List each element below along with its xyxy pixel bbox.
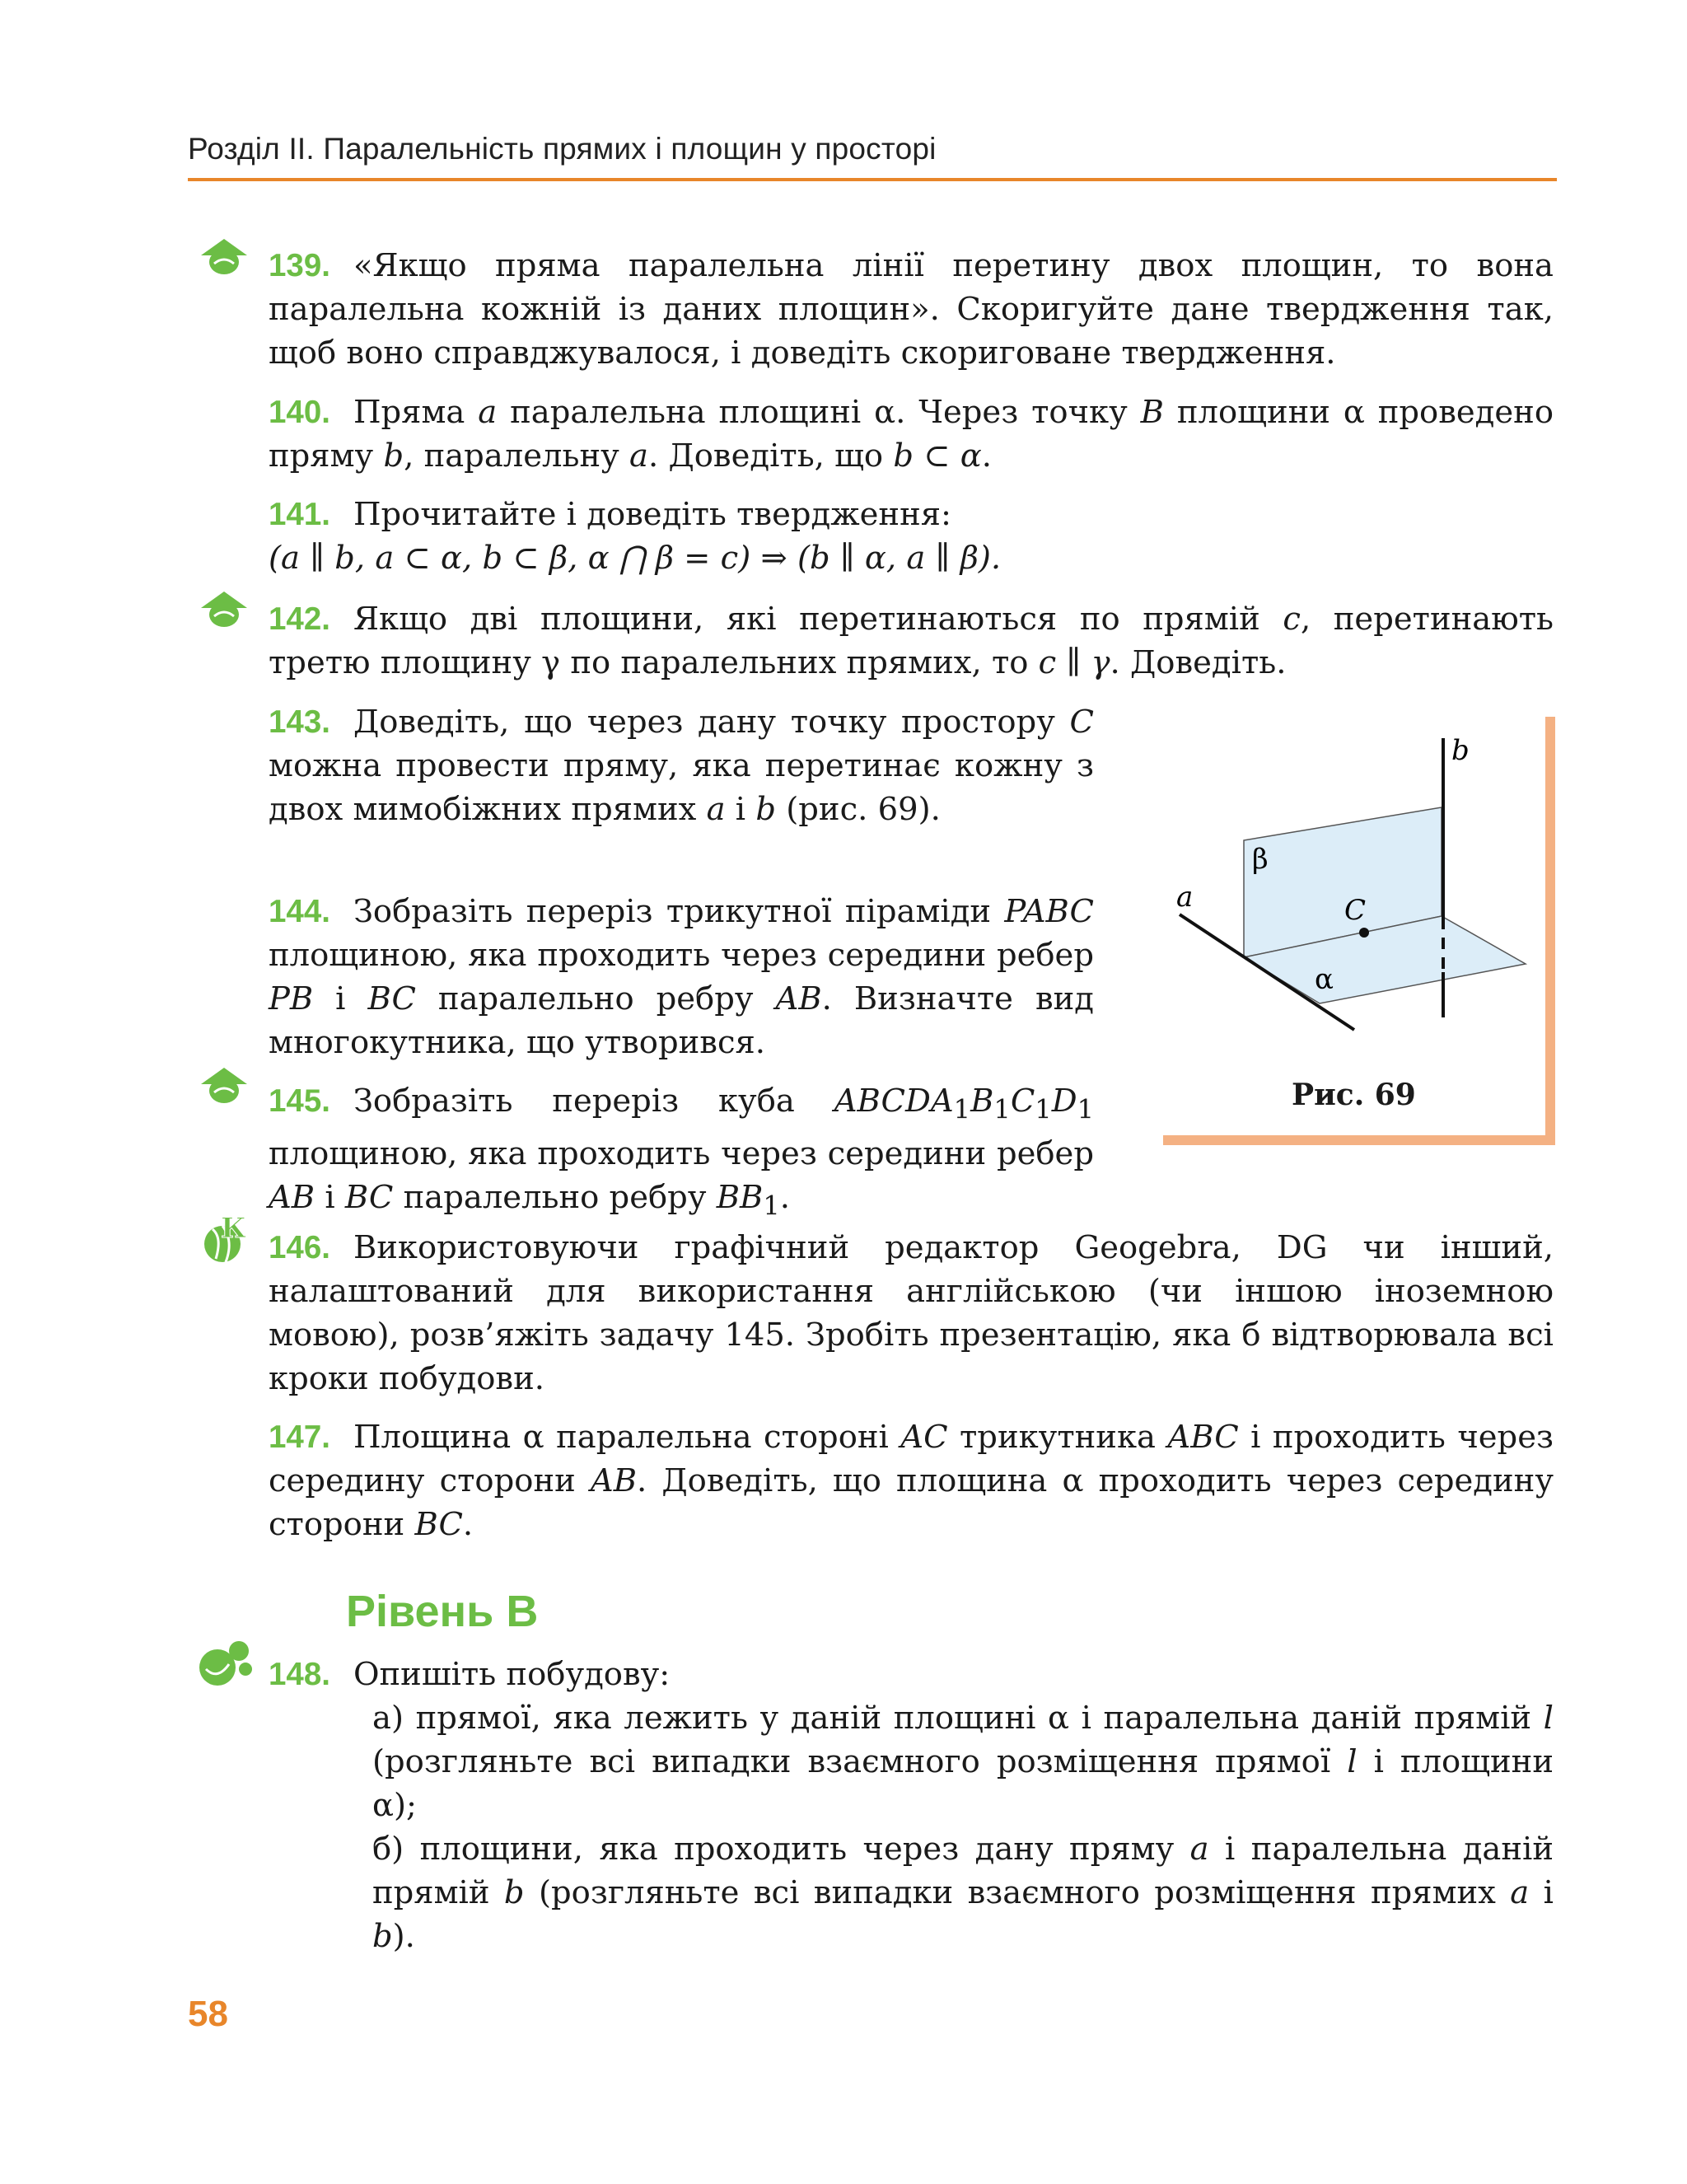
subscript: 1	[953, 1093, 971, 1125]
label-b: b	[1451, 734, 1470, 767]
problem-number: 148.	[269, 1657, 330, 1692]
label-alpha: α	[1315, 963, 1334, 996]
problem-number: 146.	[269, 1230, 330, 1265]
problem-text: Прочитайте і доведіть твердження:	[353, 496, 951, 533]
subscript: 1	[1035, 1093, 1052, 1125]
subscript: 1	[763, 1190, 780, 1222]
problem-text: .	[462, 1506, 474, 1543]
problem-number: 141.	[269, 497, 330, 532]
problem-141	[269, 493, 1554, 580]
problem-number: 145.	[269, 1083, 330, 1119]
subscript: 1	[993, 1093, 1011, 1125]
problem-text: . Доведіть, що	[647, 437, 894, 475]
var-AB: AB	[269, 1178, 315, 1216]
problem-text: Зобразіть переріз трикутної піраміди	[353, 893, 1005, 930]
problem-text: і	[315, 1178, 345, 1216]
var-PB: PB	[269, 980, 314, 1017]
var-cube: ABCDA	[834, 1083, 954, 1120]
problem-text: .	[779, 1178, 790, 1216]
level-heading: Рівень В	[346, 1587, 539, 1636]
problem-143	[269, 700, 1094, 831]
problem-text: , перетинають третю площину γ по паралельних прямих, то	[269, 601, 1554, 681]
var-l: l	[1543, 1700, 1554, 1737]
problem-148-part-b	[372, 1827, 1554, 1958]
problem-text: (розгляньте всі випадки взаємного розміщення прямої	[372, 1743, 1348, 1780]
var-a: a	[1189, 1831, 1209, 1868]
var-c: c	[1283, 601, 1301, 638]
problem-text: паралельна площині α. Через точку	[497, 394, 1141, 431]
var-a: a	[629, 437, 648, 475]
label-C: C	[1344, 894, 1367, 927]
problem-148	[269, 1653, 1554, 1958]
var-PABC: PABC	[1004, 893, 1094, 930]
problem-text: ).	[392, 1918, 415, 1955]
problem-text: Опишіть побудову:	[353, 1656, 671, 1693]
problem-text: «Якщо пряма паралельна лінії перетину двох площин, то вона паралельна кожній із даних площин». Скоригуйте дане твердження так, щоб воно справджувалося, і доведіть скориговане твердження.	[269, 247, 1554, 372]
var-AB: AB	[590, 1462, 637, 1499]
svg-text:К: К	[221, 1213, 246, 1245]
problem-text: і	[725, 791, 756, 828]
var-ABC: ABC	[1167, 1419, 1239, 1456]
var-b: b	[383, 437, 404, 475]
problem-text: . Доведіть.	[1110, 644, 1287, 681]
problem-text: (рис. 69).	[776, 791, 941, 828]
problem-140	[269, 391, 1554, 478]
formula: (a ∥ b, a ⊂ α, b ⊂ β, α ⋂ β = c) ⇒ (b ∥ α, a ∥ β).	[269, 540, 1002, 577]
problem-number: 147.	[269, 1419, 330, 1455]
problem-number: 142.	[269, 601, 330, 637]
figure-caption: Рис. 69	[1292, 1078, 1416, 1112]
var-BC: BC	[344, 1178, 394, 1216]
problem-number: 144.	[269, 894, 330, 929]
problem-text: паралельно ребру	[415, 980, 776, 1017]
label-beta: β	[1252, 843, 1269, 876]
problem-145	[269, 1079, 1094, 1228]
problem-text: і проходить через середину сторони	[269, 1419, 1554, 1499]
problem-text: площини α проведено пряму	[269, 394, 1554, 475]
problem-text: Використовуючи графічний редактор Geogebra, DG чи інший, налаштований для використання англійською (чи іншою іноземною мовою), розв’яжіть задачу 145. Зробіть презентацію, яка б відтворювала всі кроки побудови.	[269, 1229, 1554, 1397]
problem-text: (розгляньте всі випадки взаємного розміщення прямих	[524, 1874, 1511, 1911]
var-l: l	[1347, 1743, 1358, 1780]
bubbles-icon	[198, 1639, 254, 1689]
problem-144	[269, 890, 1094, 1064]
problem-142	[269, 597, 1554, 685]
var-BC: BC	[367, 980, 416, 1017]
var-BC: BC	[414, 1506, 463, 1543]
house-icon	[199, 1066, 249, 1106]
var-B: B	[970, 1083, 994, 1120]
house-icon	[199, 590, 249, 629]
problem-text: Доведіть, що через дану точку простору	[353, 704, 1070, 741]
problem-number: 140.	[269, 395, 330, 430]
problem-text: паралельно ребру	[393, 1178, 717, 1216]
var-D: D	[1051, 1083, 1077, 1120]
house-icon	[199, 237, 249, 277]
var-a: a	[478, 394, 498, 431]
problem-text: можна провести пряму, яка перетинає кожну з двох мимобіжних прямих	[269, 747, 1094, 828]
problem-text: площиною, яка проходить через середини ребер	[269, 937, 1094, 974]
problem-text: і паралельна даній прямій	[372, 1831, 1554, 1911]
var-AC: AC	[900, 1419, 948, 1456]
problem-text: Площина α паралельна стороні	[353, 1419, 901, 1456]
problem-number: 139.	[269, 248, 330, 283]
var-C: C	[1010, 1083, 1035, 1120]
problem-text: трикутника	[947, 1419, 1168, 1456]
k-globe-icon	[201, 1213, 249, 1265]
problem-text: площиною, яка проходить через середини ребер	[269, 1134, 1094, 1172]
var-C: C	[1069, 704, 1094, 741]
subscript: 1	[1077, 1093, 1094, 1125]
problem-text: . Визначте вид многокутника, що утворився.	[269, 980, 1094, 1061]
formula: c ∥ γ	[1038, 644, 1110, 681]
problem-text: і	[313, 980, 368, 1017]
var-b: b	[755, 791, 776, 828]
formula: b ⊂ α	[893, 437, 982, 475]
problem-text: Якщо дві площини, які перетинаються по прямій	[353, 601, 1283, 638]
page-number: 58	[188, 1994, 228, 2034]
problem-text: . Доведіть, що площина α проходить через середину сторони	[269, 1462, 1554, 1543]
problem-text: б) площини, яка проходить через дану пряму	[372, 1831, 1190, 1868]
problem-146	[269, 1226, 1554, 1401]
running-header: Розділ ІІ. Паралельність прямих і площин у просторі	[188, 132, 937, 166]
problem-number: 143.	[269, 704, 330, 740]
problem-text: Зобразіть переріз куба	[353, 1083, 834, 1120]
problem-139	[269, 244, 1554, 375]
point-C	[1359, 928, 1369, 938]
problem-text: , паралельну	[404, 437, 629, 475]
var-b: b	[503, 1874, 525, 1911]
label-a: a	[1176, 881, 1194, 914]
problem-147	[269, 1415, 1554, 1546]
header-rule	[188, 178, 1557, 181]
problem-text: і	[1529, 1874, 1554, 1911]
var-a: a	[1510, 1874, 1530, 1911]
var-a: a	[706, 791, 726, 828]
problem-text: .	[981, 437, 992, 475]
var-b: b	[372, 1918, 393, 1955]
problem-text: Пряма	[353, 394, 479, 431]
problem-148-part-a	[372, 1696, 1554, 1827]
var-AB: AB	[775, 980, 822, 1017]
var-BB: BB	[716, 1178, 764, 1216]
var-B: B	[1140, 394, 1164, 431]
problem-text: а) прямої, яка лежить у даній площині α і паралельна даній прямій	[372, 1700, 1544, 1737]
problem-text: і площини α);	[372, 1743, 1554, 1824]
